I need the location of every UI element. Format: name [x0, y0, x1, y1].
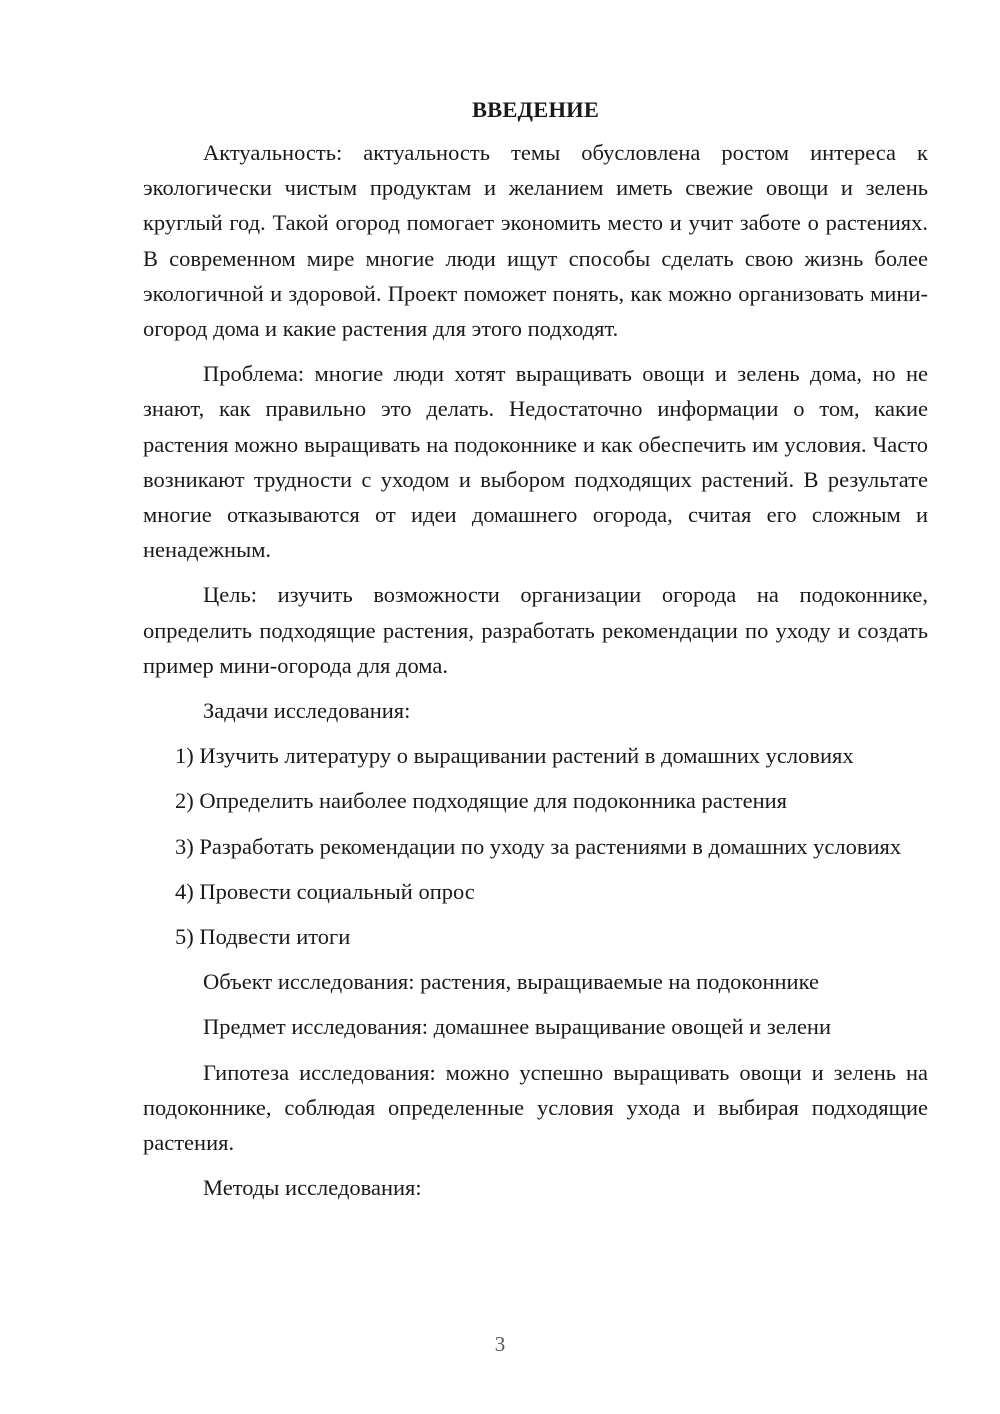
methods-heading: Методы исследования:	[203, 1175, 422, 1201]
task-item: 2) Определить наиболее подходящие для подоконника растения	[175, 788, 788, 814]
page-number: 3	[494, 1332, 506, 1356]
task-item: 3) Разработать рекомендации по уходу за растениями в домашних условиях	[175, 833, 902, 859]
hypothesis-paragraph: Гипотеза исследования: можно успешно выращивать овощи и зелень на подоконнике, соблюдая определенные условия ухода и выбирая подходящие растения.	[143, 1059, 928, 1156]
section-title: ВВЕДЕНИЕ	[471, 97, 600, 122]
problem-paragraph: Проблема: многие люди хотят выращивать овощи и зелень дома, но не знают, как правильно это делать. Недостаточно информации о том, какие растения можно выращивать на подоконнике и как обеспечить им условия. Часто возникают трудности с уходом и выбором подходящих растений. В результате многие отказываются от идеи домашнего огорода, считая его сложным и ненадежным.	[143, 361, 928, 563]
document-page	[143, 92, 928, 1215]
task-item: 5) Подвести итоги	[175, 924, 351, 950]
object-paragraph: Объект исследования: растения, выращиваемые на подоконнике	[203, 969, 819, 995]
task-item: 4) Провести социальный опрос	[175, 878, 475, 904]
goal-paragraph: Цель: изучить возможности организации огорода на подоконнике, определить подходящие растения, разработать рекомендации по уходу и создать пример мини-огорода для дома.	[143, 582, 928, 678]
task-item: 1) Изучить литературу о выращивании растений в домашних условиях	[175, 743, 854, 769]
subject-paragraph: Предмет исследования: домашнее выращивание овощей и зелени	[203, 1014, 832, 1040]
tasks-heading: Задачи исследования:	[203, 698, 411, 724]
relevance-paragraph: Актуальность: актуальность темы обусловлена ростом интереса к экологически чистым продуктам и желанием иметь свежие овощи и зелень круглый год. Такой огород помогает экономить место и учит заботе о растениях. В современном мире многие люди ищут способы сделать свою жизнь более экологичной и здоровой. Проект поможет понять, как можно организовать мини-огород дома и какие растения для этого подходят.	[143, 140, 928, 342]
